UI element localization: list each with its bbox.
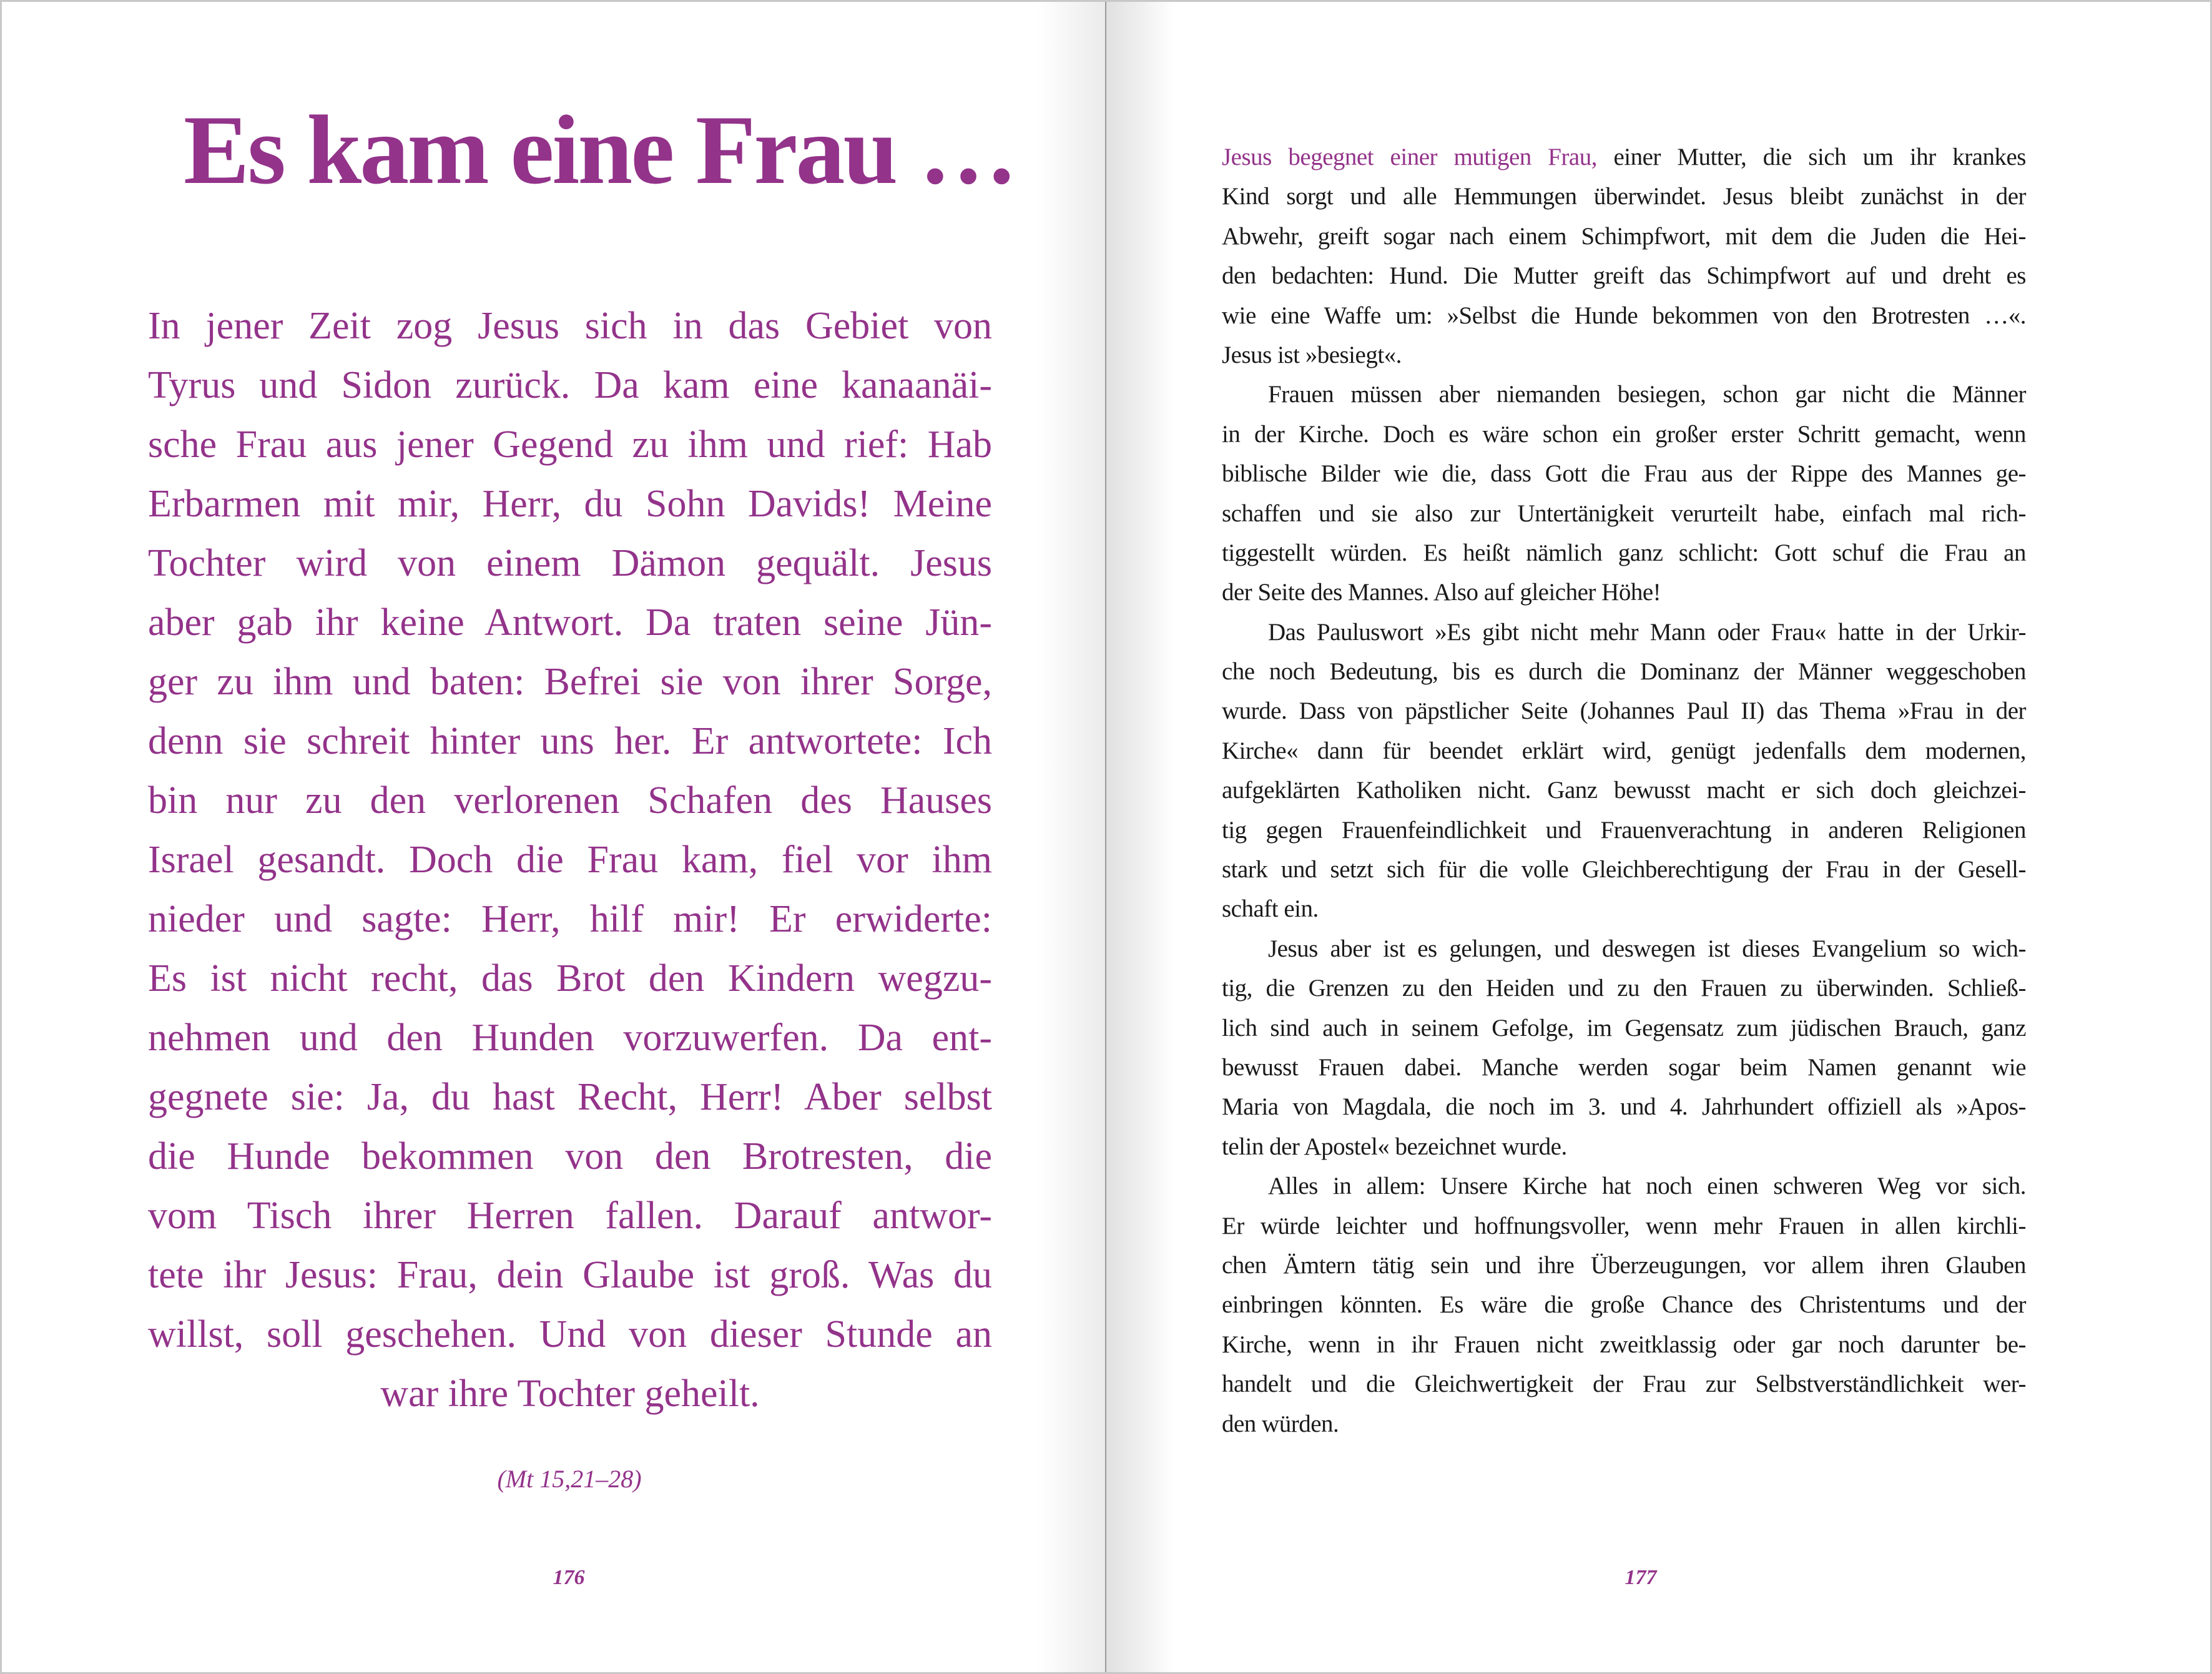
text-line: den bedachten: Hund. Die Mutter greift das Schimpfwort auf und dreht es: [1222, 262, 2026, 290]
text-line: lich sind auch in seinem Gefolge, im Gegensatz zum jüdischen Brauch, ganz: [1222, 1014, 2026, 1041]
text-line-rest: einer Mutter, die sich um ihr krankes: [1597, 144, 2026, 170]
scripture-line: war ihre Tochter geheilt.: [380, 1372, 760, 1415]
scripture-line: Es ist nicht recht, das Brot den Kindern wegzu-: [148, 957, 992, 1000]
scripture-line: vom Tisch ihrer Herren fallen. Darauf antwor-: [148, 1194, 992, 1237]
text-line: Frauen müssen aber niemanden besiegen, schon gar nicht die Männer: [1268, 381, 2026, 408]
scripture-line: nieder und sagte: Herr, hilf mir! Er erwiderte:: [148, 898, 992, 940]
commentary-text: [1222, 137, 2026, 1444]
scripture-line: Erbarmen mit mir, Herr, du Sohn Davids! Meine: [148, 483, 992, 525]
lead-phrase: Jesus begegnet einer mutigen Frau,: [1222, 144, 1597, 170]
text-line: che noch Bedeutung, bis es durch die Dominanz der Männer weggeschoben: [1222, 658, 2026, 686]
text-line: in der Kirche. Doch es wäre schon ein großer erster Schritt gemacht, wenn: [1222, 420, 2026, 448]
text-line: schaffen und sie also zur Untertänigkeit verurteilt habe, einfach mal rich-: [1222, 500, 2026, 527]
text-line: tig, die Grenzen zu den Heiden und zu den Frauen zu überwinden. Schließ-: [1222, 975, 2026, 1002]
scripture-line: denn sie schreit hinter uns her. Er antwortete: Ich: [148, 720, 992, 762]
text-line: der Seite des Mannes. Also auf gleicher Höhe!: [1222, 579, 1661, 606]
text-line: handelt und die Gleichwertigkeit der Frau zur Selbstverständlichkeit wer-: [1222, 1371, 2026, 1398]
text-line: [1222, 137, 2026, 177]
text-line: Alles in allem: Unsere Kirche hat noch einen schweren Weg vor sich.: [1268, 1173, 2026, 1200]
text-line: den würden.: [1222, 1410, 1339, 1437]
scripture-line: gegnete sie: Ja, du hast Recht, Herr! Aber selbst: [148, 1076, 992, 1118]
scripture-line: willst, soll geschehen. Und von dieser Stunde an: [148, 1313, 992, 1356]
scripture-line: Tyrus und Sidon zurück. Da kam eine kanaanäi-: [148, 364, 992, 406]
text-line: tig gegen Frauenfeindlichkeit und Frauenverachtung in anderen Religionen: [1222, 816, 2026, 844]
scripture-citation: (Mt 15,21–28): [497, 1465, 642, 1493]
page-number-right: 177: [1625, 1566, 1657, 1589]
scripture-line: die Hunde bekommen von den Brotresten, die: [148, 1135, 992, 1178]
text-line: Jesus aber ist es gelungen, und deswegen ist dieses Evangelium so wich-: [1268, 935, 2026, 962]
text-line: biblische Bilder wie die, dass Gott die Frau aus der Rippe des Mannes ge-: [1222, 460, 2026, 488]
scripture-line: bin nur zu den verlorenen Schafen des Hauses: [148, 779, 992, 822]
text-line: Kirche, wenn in ihr Frauen nicht zweitklassig oder gar noch darunter be-: [1222, 1331, 2026, 1358]
text-line: Kirche« dann für beendet erklärt wird, genügt jedenfalls dem modernen,: [1222, 737, 2026, 764]
scripture-line: Israel gesandt. Doch die Frau kam, fiel vor ihm: [148, 839, 992, 881]
text-line: stark und setzt sich für die volle Gleichberechtigung der Frau in der Gesell-: [1222, 856, 2026, 884]
gutter-shadow: [1106, 0, 1175, 1674]
text-line: Er würde leichter und hoffnungsvoller, wenn mehr Frauen in allen kirchli-: [1222, 1212, 2026, 1239]
text-line: Das Pauluswort »Es gibt nicht mehr Mann oder Frau« hatte in der Urkir-: [1268, 618, 2026, 646]
text-line: bewusst Frauen dabei. Manche werden sogar beim Namen genannt wie: [1222, 1053, 2026, 1081]
text-line: aufgeklärten Katholiken nicht. Ganz bewusst macht er sich doch gleichzei-: [1222, 777, 2026, 804]
scripture-line: In jener Zeit zog Jesus sich in das Gebiet von: [148, 305, 992, 347]
text-line: Kind sorgt und alle Hemmungen überwindet. Jesus bleibt zunächst in der: [1222, 183, 2026, 210]
text-line: Jesus ist »besiegt«.: [1222, 341, 1402, 368]
scripture-passage: [148, 297, 992, 1424]
scripture-line: aber gab ihr keine Antwort. Da traten seine Jün-: [148, 601, 992, 644]
text-line: chen Ämtern tätig sein und ihre Überzeugungen, vor allem ihren Glauben: [1222, 1251, 2026, 1279]
text-line: telin der Apostel« bezeichnet wurde.: [1222, 1133, 1567, 1160]
text-line: schaft ein.: [1222, 895, 1319, 923]
text-line: wurde. Dass von päpstlicher Seite (Johannes Paul II) das Thema »Frau in der: [1222, 697, 2026, 725]
text-line: Maria von Magdala, die noch im 3. und 4. Jahrhundert offiziell als »Apos-: [1222, 1093, 2026, 1121]
page-number-left: 176: [553, 1566, 585, 1589]
chapter-title: Es kam eine Frau …: [184, 96, 1016, 205]
scripture-line: sche Frau aus jener Gegend zu ihm und rief: Hab: [148, 423, 992, 466]
scripture-line: nehmen und den Hunden vorzuwerfen. Da ent-: [148, 1017, 992, 1059]
text-line: wie eine Waffe um: »Selbst die Hunde bekommen von den Brotresten …«.: [1222, 302, 2026, 329]
scripture-line: tete ihr Jesus: Frau, dein Glaube ist groß. Was du: [148, 1254, 992, 1296]
text-line: tiggestellt würden. Es heißt nämlich ganz schlicht: Gott schuf die Frau an: [1222, 539, 2026, 566]
text-line: Abwehr, greift sogar nach einem Schimpfwort, mit dem die Juden die Hei-: [1222, 222, 2026, 250]
text-line: einbringen könnten. Es wäre die große Chance des Christentums und der: [1222, 1291, 2026, 1319]
scripture-line: ger zu ihm und baten: Befrei sie von ihrer Sorge,: [148, 661, 992, 703]
scripture-line: Tochter wird von einem Dämon gequält. Jesus: [148, 542, 992, 584]
gutter-shadow: [1036, 0, 1105, 1674]
